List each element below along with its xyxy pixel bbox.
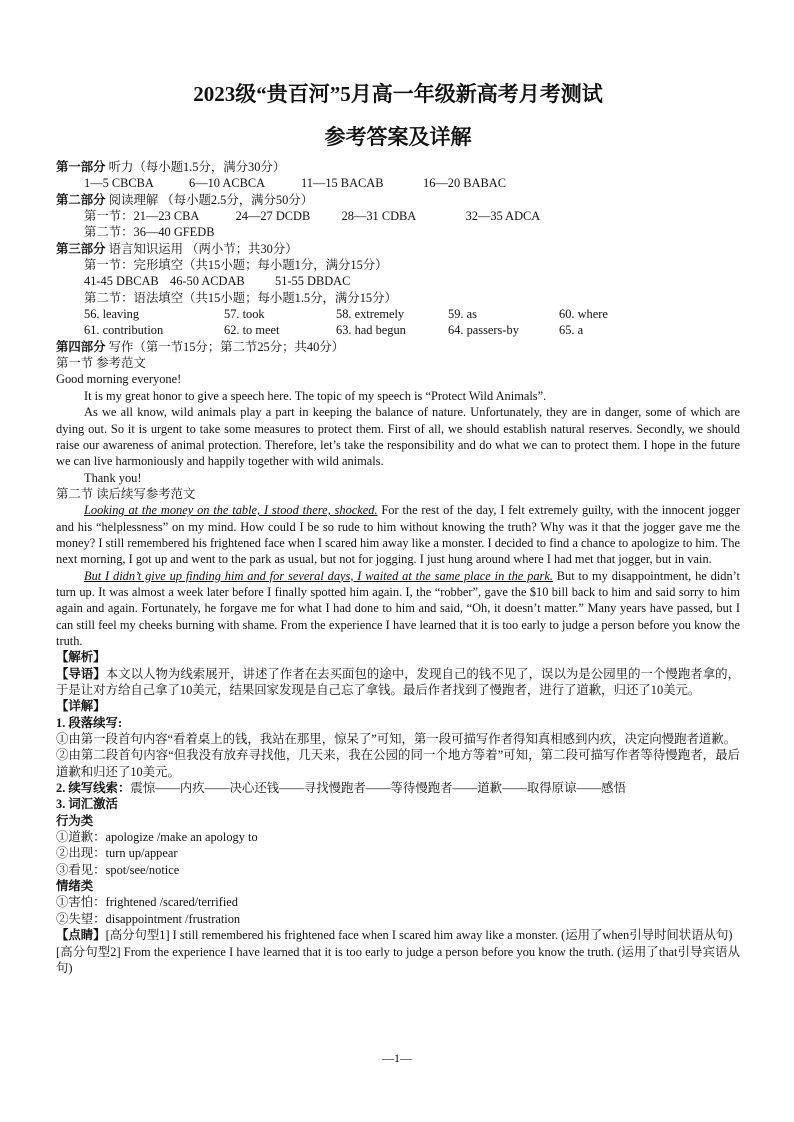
vocab-category: 行为类 [56,813,94,828]
part1-answers [56,175,740,191]
answer-group: 32—35 ADCA [465,209,541,224]
grammar-answer: 62. to meet [224,323,280,338]
paragraph-body: For the rest of the day, I felt extremely guilty, with the innocent jogger and his “helplessness” on my mind. How could I be so rude to him without knowing the truth? Why was it that the jogger gave me the money? I still remembered his frightened face when I scared him away like a monster. I decided to find a chance to apologize to him. The next morning, I got up and went to the park as usual, but not for jogging. I just hung around where I had met that jogger, but in vain. [56,503,740,567]
grammar-answer: 65. a [559,323,584,338]
highlight-sentence-1 [56,927,740,943]
answer-group: 6—10 ACBCA [189,176,266,191]
grammar-answer: 60. where [559,307,608,322]
part3-desc: 语言知识运用 （两小节；共30分） [105,241,298,256]
vocab-item: ③看见：spot/see/notice [56,862,180,877]
part2-label: 第二部分 [56,192,106,207]
part4-desc: 写作（第一节15分；第二节25分；共40分） [105,339,345,354]
vocab-item: ②出现：turn up/appear [56,846,178,861]
given-opening-sentence: But I didn’t give up finding him and for several days, I waited at the same place in the park. [84,568,553,583]
guide-label: 【导语】 [56,666,106,681]
sec1-label: 第一节： [84,209,134,224]
grammar-answer: 61. contribution [84,323,164,338]
part2-sec2: 第二节：36—40 GFEDB [84,225,215,240]
speech-paragraph: As we all know, wild animals play a part in keeping the balance of nature. Unfortunately, they are in danger, some of which are dying out. So it is urgent to take some measures to protect them. First of all, we should establish natural reserves. Secondly, we should raise our awareness of animal protection. Therefore, let’s take the responsibility and do what we can to protect them. I hope in the future we can live harmoniously and happily together with wild animals. [56,405,740,469]
answer-group: 16—20 BABAC [423,176,506,191]
grammar-answer: 59. as [448,307,477,322]
part4-sec1-title: 第一节 参考范文 [56,356,146,371]
detail-section-3-title: 3. 词汇激活 [56,797,118,812]
part3-row1 [56,306,740,322]
part3-sec1-answers [56,273,740,289]
speech-greeting: Good morning everyone! [56,372,182,387]
part2-sec1 [56,208,740,224]
answer-group: 1—5 CBCBA [84,176,154,191]
highlight-sentence-2: [高分句型2] From the experience I have learned that it is too early to judge a person before you know the truth. (运用了that引导宾语从句) [56,944,740,975]
speech-paragraph: It is my great honor to give a speech here. The topic of my speech is “Protect Wild Animals”. [84,388,547,403]
part3-row2 [56,322,740,338]
vocab-item: ②失望：disappointment /frustration [56,911,241,926]
grammar-answer: 63. had begun [336,323,406,338]
part4-label: 第四部分 [56,339,106,354]
part2-heading [56,192,740,208]
continuation-paragraph-2 [56,568,740,650]
grammar-answer: 56. leaving [84,307,140,322]
detail-point: ②由第二段首句内容“但我没有放弃寻找他，几天来，我在公园的同一个地方等着”可知，第二段可描写作者等待慢跑者，最后道歉和归还了10美元。 [56,748,740,779]
grammar-answer: 57. took [224,307,265,322]
grammar-answer: 58. extremely [336,307,405,322]
analysis-heading: 【解析】 [56,650,106,665]
given-opening-sentence: Looking at the money on the table, I stood there, shocked. [84,503,378,518]
page-number: —1— [382,1051,412,1065]
detail-section-2 [56,780,740,796]
grammar-answer: 64. passers-by [448,323,519,338]
answer-group: 11—15 BACAB [301,176,384,191]
answer-group: 21—23 CBA [133,209,200,224]
detail-section-2-text: 震惊——内疚——决心还钱——寻找慢跑者——等待慢跑者——道歉——取得原谅——感悟 [130,781,626,796]
detail-section-2-label: 2. 续写线索： [56,781,131,796]
part3-sec1-title: 第一节：完形填空（共15小题；每小题1分，满分15分） [84,258,388,273]
part3-label: 第三部分 [56,241,106,256]
answer-document [56,80,740,976]
answer-group: 28—31 CDBA [341,209,417,224]
answer-group: 51-55 DBDAC [275,274,351,289]
continuation-paragraph-1 [56,502,740,567]
vocab-item: ①道歉：apologize /make an apology to [56,830,258,845]
detail-point: ①由第一段首句内容“看着桌上的钱，我站在那里，惊呆了”可知，第一段可描写作者得知真相感到内疚，决定向慢跑者道歉。 [56,732,737,747]
guide-text: 本文以人物为线索展开，讲述了作者在去买面包的途中，发现自己的钱不见了，误以为是公园里的一个慢跑者拿的，于是让对方给自己拿了10美元，结果回家发现是自己忘了拿钱。最后作者找到了慢跑者，进行了道歉，归还了10美元。 [56,666,741,697]
part1-heading [56,159,740,175]
part2-desc: 阅读理解 （每小题2.5分，满分50分） [105,192,314,207]
vocab-category: 情绪类 [56,879,94,894]
part1-desc: 听力（每小题1.5分，满分30分） [105,160,286,174]
document-title: 2023级“贵百河”5月高一年级新高考月考测试 [193,82,603,106]
answer-group: 24—27 DCDB [235,209,311,224]
detail-section-1-title: 1. 段落续写: [56,715,123,730]
part4-heading [56,339,740,355]
paragraph-body: But to my disappointment, he didn’t turn up. It was almost a week later before I finally spotted him again. I, the “robber”, gave the $10 bill back to him and said sorry to him again and again. Fortunately, he forgave me for what I had done to him and said, “Oh, it doesn’t matter.” Many years have passed, but I can still feel my cheeks burning with shame. From the experience I have learned that it is too early to judge a person before you know the truth. [56,568,740,648]
speech-closing: Thank you! [84,470,142,485]
part3-heading [56,241,740,257]
answer-group: 41-45 DBCAB [84,274,159,289]
part4-sec2-title: 第二节 读后续写参考范文 [56,486,196,501]
vocab-item: ①害怕：frightened /scared/terrified [56,895,239,910]
highlight-label: 【点睛】 [56,928,106,943]
part1-label: 第一部分 [56,160,106,174]
answer-group: 46-50 ACDAB [170,274,245,289]
highlight-text: [高分句型1] I still remembered his frightened face when I scared him away like a monster. (运用了when引导时间状语从句) [105,928,733,943]
document-subtitle: 参考答案及详解 [324,125,472,149]
detail-heading: 【详解】 [56,699,106,714]
guide-paragraph [56,666,740,699]
part3-sec2-title: 第二节：语法填空（共15小题；每小题1.5分，满分15分） [84,290,397,305]
